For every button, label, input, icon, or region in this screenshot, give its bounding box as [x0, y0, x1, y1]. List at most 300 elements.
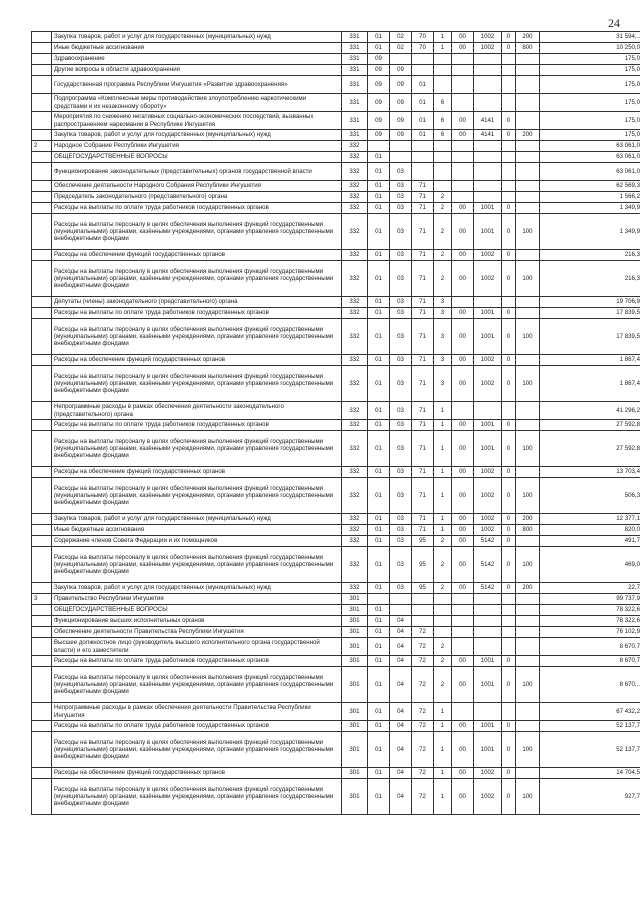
cell-vr [516, 420, 540, 431]
cell-grp: 00 [452, 32, 474, 43]
cell-grp [452, 94, 474, 112]
table-row [32, 130, 640, 141]
cell-grp [452, 402, 474, 420]
cell-sub: 09 [390, 76, 412, 94]
cell-num [32, 779, 52, 815]
cell-vr [516, 402, 540, 420]
cell-sp: 1 [434, 514, 452, 525]
cell-dir [474, 616, 502, 627]
cell-num [32, 703, 52, 721]
cell-vr: 100 [516, 319, 540, 355]
table-row [32, 779, 640, 815]
cell-num [32, 214, 52, 250]
cell-vr [516, 141, 540, 152]
cell-sum: 506,3 [540, 478, 640, 514]
cell-code: 301 [342, 721, 368, 732]
cell-dir: 5142 [474, 547, 502, 583]
cell-name: Расходы на выплаты по оплате труда работников государственных органов [52, 656, 342, 667]
table-row [32, 627, 640, 638]
cell-name: Расходы на выплаты по оплате труда работников государственных органов [52, 203, 342, 214]
cell-sum: 10 250,0 [540, 43, 640, 54]
cell-cat: 0 [502, 721, 516, 732]
cell-sec: 01 [368, 355, 390, 366]
cell-sec: 01 [368, 32, 390, 43]
table-row [32, 431, 640, 467]
cell-sum: 14 704,5 [540, 768, 640, 779]
cell-code: 301 [342, 594, 368, 605]
cell-sum: 19 706,9 [540, 297, 640, 308]
table-row [32, 467, 640, 478]
table-row [32, 420, 640, 431]
cell-grp [452, 638, 474, 656]
cell-name: Расходы на выплаты по оплате труда работников государственных органов [52, 420, 342, 431]
table-row [32, 214, 640, 250]
cell-sum: 27 592,8 [540, 431, 640, 467]
cell-grp: 00 [452, 43, 474, 54]
cell-code: 332 [342, 250, 368, 261]
cell-dir: 1002 [474, 250, 502, 261]
cell-sec: 01 [368, 402, 390, 420]
cell-name: Расходы на выплаты персоналу в целях обеспечения выполнения функций государственными (муниципальными) органами, казёнными учреждениями, органами управления государственными внебюджетными фондами [52, 478, 342, 514]
cell-name: Расходы на выплаты персоналу в целях обеспечения выполнения функций государственными (муниципальными) органами, казёнными учреждениями, органами управления государственными внебюджетными фондами [52, 261, 342, 297]
cell-sp: 1 [434, 478, 452, 514]
cell-sum: 67 432,2 [540, 703, 640, 721]
cell-prog: 01 [412, 94, 434, 112]
cell-grp [452, 192, 474, 203]
cell-sp: 2 [434, 583, 452, 594]
cell-sp: 1 [434, 779, 452, 815]
cell-sum: 63 061,0 [540, 141, 640, 152]
cell-cat [502, 627, 516, 638]
cell-sum: 175,0 [540, 76, 640, 94]
cell-prog: 71 [412, 467, 434, 478]
cell-name: Расходы на обеспечение функций государственных органов [52, 250, 342, 261]
cell-num [32, 181, 52, 192]
table-row [32, 656, 640, 667]
cell-vr [516, 76, 540, 94]
cell-sec: 01 [368, 181, 390, 192]
cell-vr: 100 [516, 431, 540, 467]
cell-sec: 09 [368, 54, 390, 65]
cell-sub: 03 [390, 583, 412, 594]
cell-name: Иные бюджетные ассигнования [52, 525, 342, 536]
cell-num [32, 467, 52, 478]
cell-name: Расходы на выплаты персоналу в целях обеспечения выполнения функций государственными (муниципальными) органами, казёнными учреждениями, органами управления государственными внебюджетными фондами [52, 732, 342, 768]
cell-name: Функционирование законодательных (представительных) органов государственной власти [52, 163, 342, 181]
cell-sp: 6 [434, 112, 452, 130]
cell-sec: 01 [368, 192, 390, 203]
cell-dir: 1002 [474, 261, 502, 297]
cell-dir: 1002 [474, 478, 502, 514]
table-row [32, 152, 640, 163]
table-row [32, 583, 640, 594]
cell-sum: 22,7 [540, 583, 640, 594]
cell-code: 301 [342, 605, 368, 616]
cell-prog: 71 [412, 514, 434, 525]
cell-sum: 175,0 [540, 54, 640, 65]
cell-prog [412, 54, 434, 65]
cell-prog: 95 [412, 547, 434, 583]
cell-dir [474, 54, 502, 65]
cell-sp [434, 594, 452, 605]
cell-sp: 2 [434, 547, 452, 583]
table-row [32, 616, 640, 627]
cell-dir: 1001 [474, 420, 502, 431]
cell-prog: 70 [412, 32, 434, 43]
cell-vr [516, 355, 540, 366]
cell-sp: 6 [434, 130, 452, 141]
cell-name: Расходы на выплаты по оплате труда работников государственных органов [52, 308, 342, 319]
cell-vr [516, 54, 540, 65]
cell-sec: 01 [368, 583, 390, 594]
cell-num [32, 366, 52, 402]
cell-name: Расходы на обеспечение функций государственных органов [52, 355, 342, 366]
cell-sec: 01 [368, 721, 390, 732]
cell-sp: 6 [434, 94, 452, 112]
cell-code: 331 [342, 43, 368, 54]
cell-name: Непрограммные расходы в рамках обеспечения деятельности Правительства Республики Ингушетия [52, 703, 342, 721]
cell-num [32, 627, 52, 638]
cell-prog [412, 594, 434, 605]
cell-sum: 1 867,4 [540, 355, 640, 366]
cell-num: 3 [32, 594, 52, 605]
cell-dir: 4141 [474, 130, 502, 141]
cell-num [32, 54, 52, 65]
cell-prog: 71 [412, 525, 434, 536]
cell-cat [502, 65, 516, 76]
cell-sub: 03 [390, 261, 412, 297]
cell-dir: 1002 [474, 768, 502, 779]
cell-name: Депутаты (члены) законодательного (представительного) органа [52, 297, 342, 308]
cell-cat [502, 703, 516, 721]
cell-prog: 71 [412, 420, 434, 431]
cell-cat: 0 [502, 261, 516, 297]
cell-sub [390, 152, 412, 163]
cell-prog: 71 [412, 478, 434, 514]
cell-vr [516, 616, 540, 627]
cell-code: 332 [342, 467, 368, 478]
cell-dir: 1002 [474, 43, 502, 54]
cell-sp: 1 [434, 768, 452, 779]
cell-num [32, 355, 52, 366]
cell-code: 301 [342, 627, 368, 638]
cell-sum: 175,0 [540, 94, 640, 112]
cell-grp [452, 54, 474, 65]
cell-cat [502, 163, 516, 181]
cell-vr [516, 536, 540, 547]
cell-sec: 01 [368, 308, 390, 319]
cell-dir: 1002 [474, 514, 502, 525]
cell-prog: 71 [412, 297, 434, 308]
cell-vr [516, 703, 540, 721]
cell-vr [516, 308, 540, 319]
cell-dir: 1001 [474, 203, 502, 214]
cell-num [32, 431, 52, 467]
cell-num [32, 130, 52, 141]
cell-sp: 1 [434, 467, 452, 478]
cell-prog: 72 [412, 721, 434, 732]
cell-sum: 1 349,9 [540, 203, 640, 214]
cell-vr: 100 [516, 478, 540, 514]
cell-sub [390, 594, 412, 605]
cell-sub: 03 [390, 308, 412, 319]
cell-sum: 491,7 [540, 536, 640, 547]
table-row [32, 721, 640, 732]
cell-sub: 03 [390, 250, 412, 261]
cell-cat: 0 [502, 478, 516, 514]
cell-vr [516, 181, 540, 192]
cell-sp [434, 141, 452, 152]
cell-prog: 71 [412, 366, 434, 402]
cell-cat: 0 [502, 779, 516, 815]
cell-sec [368, 594, 390, 605]
cell-prog: 01 [412, 76, 434, 94]
cell-dir [474, 402, 502, 420]
cell-code: 332 [342, 547, 368, 583]
cell-dir: 1001 [474, 308, 502, 319]
table-row [32, 94, 640, 112]
cell-sec: 01 [368, 214, 390, 250]
cell-vr: 800 [516, 525, 540, 536]
cell-sp: 2 [434, 667, 452, 703]
table-row [32, 514, 640, 525]
cell-cat: 0 [502, 514, 516, 525]
cell-num [32, 163, 52, 181]
cell-sum: 31 594,.. [540, 32, 640, 43]
cell-vr: 100 [516, 667, 540, 703]
table-row [32, 54, 640, 65]
cell-cat: 0 [502, 355, 516, 366]
cell-dir: 1002 [474, 779, 502, 815]
cell-sec: 01 [368, 667, 390, 703]
table-row [32, 319, 640, 355]
cell-cat: 0 [502, 656, 516, 667]
cell-sub: 09 [390, 94, 412, 112]
cell-code: 332 [342, 366, 368, 402]
cell-cat: 0 [502, 43, 516, 54]
cell-prog [412, 65, 434, 76]
cell-name: Мероприятия по снижению негативных социально-экономических последствий, вызванных распространением наркомании в Республике Ингушетия [52, 112, 342, 130]
cell-sum: 8 670,7 [540, 656, 640, 667]
cell-vr [516, 768, 540, 779]
cell-sp: 1 [434, 420, 452, 431]
cell-vr [516, 163, 540, 181]
cell-code: 301 [342, 768, 368, 779]
cell-sec: 01 [368, 703, 390, 721]
table-row [32, 76, 640, 94]
cell-grp [452, 76, 474, 94]
cell-num [32, 525, 52, 536]
cell-sp [434, 627, 452, 638]
cell-sec: 01 [368, 366, 390, 402]
cell-grp: 00 [452, 250, 474, 261]
cell-prog: 72 [412, 779, 434, 815]
cell-code: 301 [342, 616, 368, 627]
cell-name: Непрограммные расходы в рамках обеспечения деятельности законодательного (представительного) органа [52, 402, 342, 420]
cell-cat: 0 [502, 467, 516, 478]
cell-num [32, 616, 52, 627]
cell-name: Здравоохранение [52, 54, 342, 65]
cell-code: 332 [342, 525, 368, 536]
cell-name: Закупка товаров, работ и услуг для государственных (муниципальных) нужд [52, 130, 342, 141]
cell-name: Функционирование высших исполнительных органов [52, 616, 342, 627]
cell-num [32, 192, 52, 203]
cell-sum: 62 569,3 [540, 181, 640, 192]
cell-cat: 0 [502, 525, 516, 536]
cell-vr [516, 152, 540, 163]
cell-grp: 00 [452, 656, 474, 667]
cell-dir [474, 605, 502, 616]
cell-name: ОБЩЕГОСУДАРСТВЕННЫЕ ВОПРОСЫ [52, 152, 342, 163]
cell-vr: 800 [516, 43, 540, 54]
cell-grp: 00 [452, 583, 474, 594]
cell-grp: 00 [452, 319, 474, 355]
cell-dir: 1002 [474, 355, 502, 366]
cell-code: 331 [342, 94, 368, 112]
cell-prog: 72 [412, 703, 434, 721]
cell-grp [452, 65, 474, 76]
cell-dir: 1002 [474, 32, 502, 43]
cell-sum: 52 137,7 [540, 732, 640, 768]
cell-sub: 03 [390, 319, 412, 355]
cell-dir [474, 65, 502, 76]
cell-sec: 01 [368, 616, 390, 627]
cell-code: 332 [342, 536, 368, 547]
cell-code: 332 [342, 203, 368, 214]
cell-sp: 3 [434, 355, 452, 366]
cell-dir: 1002 [474, 467, 502, 478]
cell-sum: 78 322,6 [540, 605, 640, 616]
cell-grp [452, 181, 474, 192]
cell-sec: 01 [368, 43, 390, 54]
cell-prog: 72 [412, 638, 434, 656]
cell-vr: 200 [516, 32, 540, 43]
cell-sec: 01 [368, 605, 390, 616]
cell-grp: 00 [452, 214, 474, 250]
cell-name: Народное Собрание Республики Ингушетия [52, 141, 342, 152]
cell-name: Расходы на выплаты персоналу в целях обеспечения выполнения функций государственными (муниципальными) органами, казёнными учреждениями, органами управления государственными внебюджетными фондами [52, 366, 342, 402]
table-row [32, 536, 640, 547]
cell-sp: 2 [434, 656, 452, 667]
cell-vr: 200 [516, 130, 540, 141]
table-row [32, 43, 640, 54]
cell-sp: 2 [434, 638, 452, 656]
cell-cat [502, 54, 516, 65]
cell-prog: 95 [412, 583, 434, 594]
cell-num [32, 547, 52, 583]
cell-sub: 04 [390, 638, 412, 656]
cell-dir [474, 192, 502, 203]
cell-grp: 00 [452, 525, 474, 536]
table-row [32, 250, 640, 261]
cell-grp [452, 605, 474, 616]
cell-code: 332 [342, 181, 368, 192]
cell-prog [412, 605, 434, 616]
cell-sum: 76 102,9 [540, 627, 640, 638]
cell-sub: 04 [390, 703, 412, 721]
cell-sum: 175,0 [540, 65, 640, 76]
cell-sec: 01 [368, 152, 390, 163]
cell-sp: 3 [434, 366, 452, 402]
table-row [32, 605, 640, 616]
cell-sec: 01 [368, 420, 390, 431]
cell-num [32, 667, 52, 703]
cell-num [32, 32, 52, 43]
cell-dir: 5142 [474, 536, 502, 547]
cell-vr: 100 [516, 261, 540, 297]
cell-vr: 100 [516, 214, 540, 250]
cell-num [32, 420, 52, 431]
table-row [32, 768, 640, 779]
cell-sub: 02 [390, 32, 412, 43]
cell-sp [434, 65, 452, 76]
cell-sub: 04 [390, 667, 412, 703]
cell-sub: 04 [390, 779, 412, 815]
cell-sec: 01 [368, 656, 390, 667]
cell-dir: 1001 [474, 732, 502, 768]
cell-vr [516, 112, 540, 130]
cell-sum: 1 566,2 [540, 192, 640, 203]
cell-vr [516, 467, 540, 478]
cell-dir: 5142 [474, 583, 502, 594]
cell-name: Расходы на выплаты персоналу в целях обеспечения выполнения функций государственными (муниципальными) органами, казёнными учреждениями, органами управления государственными внебюджетными фондами [52, 547, 342, 583]
cell-sec: 09 [368, 76, 390, 94]
cell-grp: 00 [452, 308, 474, 319]
cell-cat: 0 [502, 214, 516, 250]
cell-cat: 0 [502, 203, 516, 214]
cell-prog: 71 [412, 431, 434, 467]
cell-code: 301 [342, 638, 368, 656]
page-number: 24 [608, 16, 620, 30]
cell-code: 331 [342, 65, 368, 76]
cell-sp: 1 [434, 732, 452, 768]
cell-code: 301 [342, 732, 368, 768]
budget-table [31, 31, 640, 815]
cell-vr [516, 605, 540, 616]
cell-num [32, 514, 52, 525]
cell-code: 331 [342, 76, 368, 94]
cell-sec: 01 [368, 203, 390, 214]
cell-prog: 01 [412, 112, 434, 130]
cell-grp [452, 152, 474, 163]
cell-sp [434, 152, 452, 163]
cell-num [32, 638, 52, 656]
cell-sub [390, 605, 412, 616]
cell-vr [516, 638, 540, 656]
cell-sub: 03 [390, 547, 412, 583]
cell-grp [452, 297, 474, 308]
cell-sum: 927,7 [540, 779, 640, 815]
cell-dir: 1001 [474, 721, 502, 732]
cell-sp: 1 [434, 431, 452, 467]
cell-vr [516, 656, 540, 667]
cell-grp: 00 [452, 355, 474, 366]
cell-name: Расходы на выплаты по оплате труда работников государственных органов [52, 721, 342, 732]
cell-cat: 0 [502, 130, 516, 141]
cell-sum: 78 322,6 [540, 616, 640, 627]
cell-prog: 71 [412, 261, 434, 297]
cell-sum: 52 137,7 [540, 721, 640, 732]
cell-sec: 09 [368, 94, 390, 112]
cell-cat: 0 [502, 732, 516, 768]
cell-sec [368, 141, 390, 152]
cell-sp: 1 [434, 703, 452, 721]
table-row [32, 667, 640, 703]
cell-dir [474, 297, 502, 308]
table-row [32, 355, 640, 366]
cell-sec: 01 [368, 547, 390, 583]
cell-prog: 71 [412, 355, 434, 366]
